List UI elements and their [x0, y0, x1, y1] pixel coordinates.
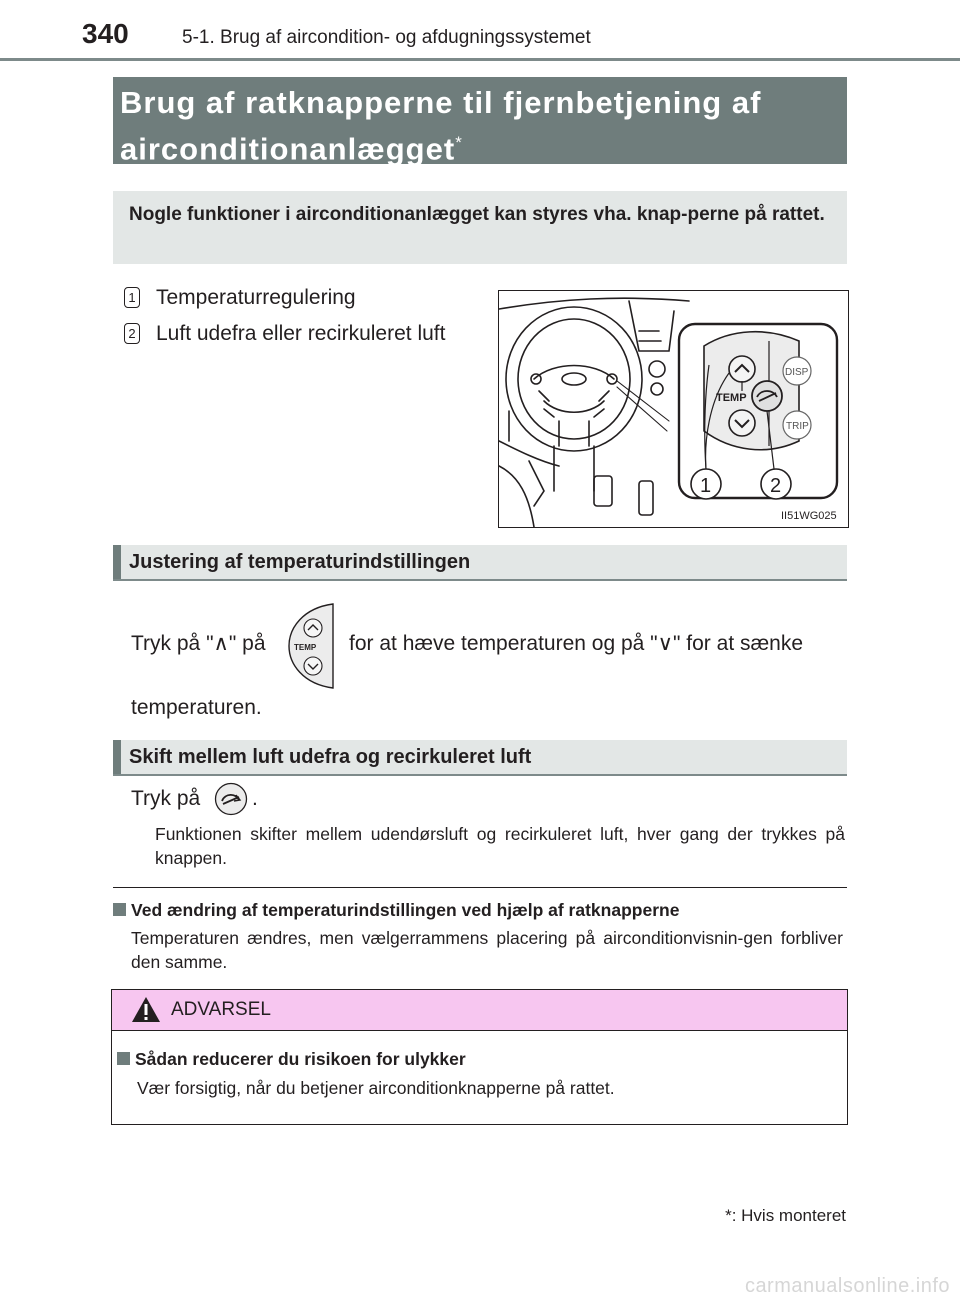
temperature-instruction-part1: Tryk på "∧" på — [131, 632, 266, 655]
warning-heading — [117, 1048, 466, 1070]
figure-callout-1: 1 — [700, 475, 712, 497]
info-text: Temperaturen ændres, men vælgerrammens placering på airconditionvisnin-gen forbliver den samme. — [131, 928, 843, 972]
page-title-banner — [113, 77, 847, 167]
air-instruction-text: Tryk på — [131, 787, 201, 810]
disp-label: DISP — [785, 367, 809, 378]
bullet-square-icon — [113, 903, 126, 916]
intro-box — [113, 191, 847, 264]
watermark: carmanualsonline.info — [744, 1275, 950, 1297]
figure-code: II51WG025 — [781, 510, 837, 522]
warning-header — [112, 990, 847, 1031]
inline-temp-label: TEMP — [294, 643, 317, 652]
recirculation-button-icon — [214, 782, 248, 821]
section-heading-air — [113, 740, 847, 776]
item-label-temperature: Temperaturregulering — [156, 286, 356, 309]
steering-wheel-illustration — [506, 307, 642, 491]
section-divider — [113, 887, 847, 888]
item-label-air: Luft udefra eller recirkuleret luft — [156, 322, 446, 345]
footnote-text: : Hvis monteret — [731, 1206, 846, 1225]
intro-text: Nogle funktioner i airconditionanlægget kan styres vha. knap-perne på rattet. — [129, 204, 825, 225]
item-number-badge: 2 — [124, 323, 140, 344]
footnote-symbol: * — [725, 1206, 732, 1225]
optional-equipment-marker: * — [455, 133, 463, 152]
item-number-badge: 1 — [124, 287, 140, 308]
warning-box — [111, 989, 848, 1125]
info-heading — [113, 899, 679, 921]
section-heading-bar — [113, 740, 121, 774]
page-title-text: Brug af ratknapperne til fjernbetjening af airconditionanlægget — [120, 85, 762, 167]
air-instruction-suffix: . — [252, 787, 258, 810]
section-heading-text: Skift mellem luft udefra og recirkuleret luft — [129, 746, 532, 768]
page-title — [120, 83, 840, 169]
switch-closeup — [679, 324, 837, 499]
temp-label: TEMP — [716, 392, 747, 404]
temp-switch-inline-icon — [283, 600, 341, 697]
steering-switch-illustration — [498, 290, 849, 528]
temperature-instruction-line2: temperaturen. — [131, 696, 262, 719]
running-section-title: 5-1. Brug af aircondition- og afdugningssystemet — [182, 27, 591, 48]
info-heading-text: Ved ændring af temperaturindstillingen ved hjælp af ratknapperne — [131, 900, 680, 920]
trip-label: TRIP — [786, 421, 809, 432]
page-number: 340 — [82, 18, 129, 49]
header-rule — [0, 58, 960, 61]
temperature-instruction-part2: for at hæve temperaturen og på "∨" for at sænke — [349, 632, 804, 655]
warning-heading-text: Sådan reducerer du risikoen for ulykker — [135, 1049, 466, 1069]
warning-triangle-icon — [131, 996, 161, 1023]
warning-text: Vær forsigtig, når du betjener airconditionknapperne på rattet. — [137, 1078, 615, 1098]
figure-callout-2: 2 — [770, 475, 782, 497]
section-heading-temperature — [113, 545, 847, 581]
warning-label: ADVARSEL — [171, 999, 271, 1020]
footnote — [725, 1205, 846, 1227]
section-heading-bar — [113, 545, 121, 579]
bullet-square-icon — [117, 1052, 130, 1065]
air-note: Funktionen skifter mellem udendørsluft og recirkuleret luft, hver gang der trykkes på knappen. — [155, 824, 845, 868]
section-heading-text: Justering af temperaturindstillingen — [129, 551, 471, 573]
